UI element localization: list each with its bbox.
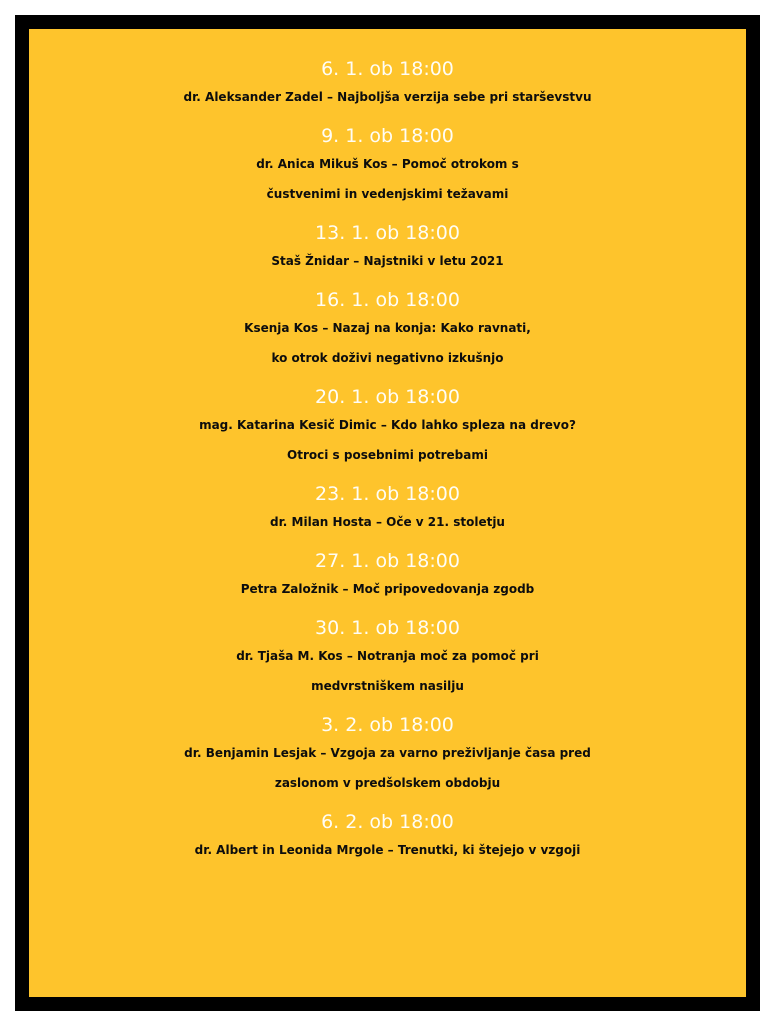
event-title-line: dr. Milan Hosta – Oče v 21. stoletju (270, 515, 505, 529)
event-title (29, 246, 746, 276)
event-item (29, 548, 746, 604)
event-date: 30. 1. ob 18:00 (315, 617, 460, 639)
event-title-line: Otroci s posebnimi potrebami (287, 448, 488, 462)
event-item (29, 615, 746, 701)
event-title (29, 835, 746, 865)
event-title-line: zaslonom v predšolskem obdobju (274, 776, 501, 790)
event-title (29, 149, 746, 209)
event-title-line: dr. Albert in Leonida Mrgole – Trenutki, ki štejejo v vzgoji (194, 843, 581, 857)
event-item (29, 384, 746, 470)
event-item (29, 287, 746, 373)
event-item (29, 123, 746, 209)
event-title-line: mag. Katarina Kesič Dimic – Kdo lahko spleza na drevo? (199, 418, 576, 432)
event-title-line: dr. Tjaša M. Kos – Notranja moč za pomoč pri (236, 649, 539, 663)
event-date: 13. 1. ob 18:00 (315, 222, 460, 244)
event-title-line: dr. Anica Mikuš Kos – Pomoč otrokom s (256, 157, 519, 171)
event-date: 16. 1. ob 18:00 (315, 289, 460, 311)
event-date: 27. 1. ob 18:00 (315, 550, 460, 572)
event-title-line: dr. Benjamin Lesjak – Vzgoja za varno preživljanje časa pred (184, 746, 591, 760)
event-item (29, 220, 746, 276)
event-title-line: Petra Založnik – Moč pripovedovanja zgodb (240, 582, 535, 596)
event-title-line: Ksenja Kos – Nazaj na konja: Kako ravnati, (244, 321, 531, 335)
event-list (29, 56, 746, 865)
event-date: 6. 1. ob 18:00 (321, 58, 454, 80)
event-date: 20. 1. ob 18:00 (315, 386, 460, 408)
event-date: 23. 1. ob 18:00 (315, 483, 460, 505)
event-title (29, 410, 746, 470)
event-title (29, 641, 746, 701)
event-date: 6. 2. ob 18:00 (321, 811, 454, 833)
event-title-line: dr. Aleksander Zadel – Najboljša verzija sebe pri starševstvu (183, 90, 592, 104)
event-title (29, 313, 746, 373)
event-poster (15, 15, 760, 1011)
event-title-line: medvrstniškem nasilju (311, 679, 464, 693)
event-item (29, 481, 746, 537)
event-title (29, 507, 746, 537)
event-item (29, 712, 746, 798)
event-item (29, 56, 746, 112)
event-title (29, 82, 746, 112)
event-title (29, 738, 746, 798)
event-date: 3. 2. ob 18:00 (321, 714, 454, 736)
event-title-line: čustvenimi in vedenjskimi težavami (266, 187, 509, 201)
event-title (29, 574, 746, 604)
event-title-line: ko otrok doživi negativno izkušnjo (271, 351, 504, 365)
event-date: 9. 1. ob 18:00 (321, 125, 454, 147)
event-item (29, 809, 746, 865)
event-title-line: Staš Žnidar – Najstniki v letu 2021 (271, 254, 504, 268)
